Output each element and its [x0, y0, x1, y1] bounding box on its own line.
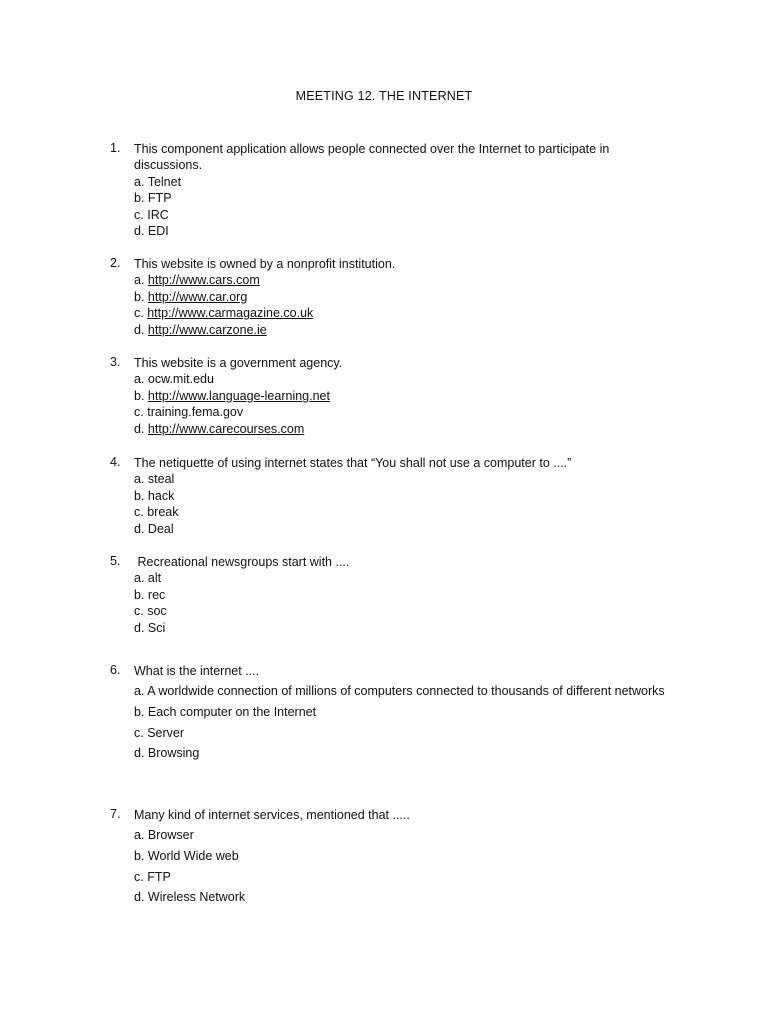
- option-d: d. Wireless Network: [134, 890, 246, 905]
- url-link[interactable]: http://www.cars.com: [147, 273, 260, 288]
- url-link[interactable]: http://www.carmagazine.co.uk: [147, 306, 314, 321]
- question-text: The netiquette of using internet states that “You shall not use a computer to ....”: [134, 456, 572, 470]
- question-1: [110, 141, 670, 239]
- option-c: c. http://www.carmagazine.co.uk: [134, 306, 314, 321]
- question-number: 7.: [110, 807, 121, 821]
- option-d: d. Deal: [134, 521, 174, 536]
- option-d: d. http://www.carecourses.com: [134, 421, 305, 436]
- option-a: a. http://www.cars.com: [134, 273, 260, 288]
- option-c: c. training.fema.gov: [134, 405, 244, 420]
- option-list: [134, 272, 670, 338]
- question-text: Recreational newsgroups start with ....: [134, 555, 350, 569]
- question-text: What is the internet ....: [134, 664, 260, 678]
- question-number: 4.: [110, 455, 121, 469]
- question-number: 6.: [110, 663, 121, 677]
- option-a: a. Browser: [134, 828, 194, 843]
- option-list: [134, 570, 670, 636]
- option-list: [134, 825, 670, 907]
- option-b: b. http://www.car.org: [134, 289, 248, 304]
- question-text: Many kind of internet services, mentioned that .....: [134, 808, 410, 822]
- option-b: b. FTP: [134, 191, 172, 206]
- option-a: a. ocw.mit.edu: [134, 372, 214, 387]
- option-c: c. FTP: [134, 869, 171, 884]
- question-text: This component application allows people connected over the Internet to participate in discussions.: [134, 142, 610, 173]
- option-c: c. Server: [134, 725, 185, 740]
- option-list: [134, 471, 670, 537]
- question-3: [110, 355, 670, 437]
- option-d: d. Browsing: [134, 746, 200, 761]
- option-b: b. World Wide web: [134, 849, 239, 863]
- option-c: c. soc: [134, 604, 167, 619]
- option-d: d. Sci: [134, 620, 166, 635]
- url-link[interactable]: http://www.car.org: [147, 289, 248, 304]
- question-text: This website is a government agency.: [134, 356, 343, 370]
- url-link[interactable]: http://www.carzone.ie: [147, 322, 267, 337]
- option-a: a. Telnet: [134, 174, 182, 189]
- option-b: b. http://www.language-learning.net: [134, 388, 330, 403]
- question-5: [110, 554, 670, 636]
- option-b: b. Each computer on the Internet: [134, 705, 317, 719]
- option-d: d. http://www.carzone.ie: [134, 322, 267, 337]
- option-list: [134, 174, 670, 240]
- question-number: 2.: [110, 256, 121, 270]
- page-title: MEETING 12. THE INTERNET: [295, 89, 473, 103]
- option-a: a. alt: [134, 571, 162, 586]
- option-list: [134, 371, 670, 437]
- question-number: 3.: [110, 355, 121, 369]
- url-link[interactable]: http://www.carecourses.com: [147, 421, 305, 436]
- option-a: a. steal: [134, 472, 175, 487]
- question-6: [110, 663, 670, 764]
- option-c: c. IRC: [134, 207, 169, 222]
- option-c: c. break: [134, 505, 179, 520]
- url-link[interactable]: http://www.language-learning.net: [147, 388, 330, 403]
- option-d: d. EDI: [134, 224, 169, 239]
- question-number: 5.: [110, 554, 121, 568]
- question-7: [110, 807, 670, 908]
- question-number: 1.: [110, 141, 121, 155]
- option-b: b. hack: [134, 488, 175, 503]
- option-a: a. A worldwide connection of millions of computers connected to thousands of different networks: [134, 684, 665, 699]
- question-4: [110, 455, 670, 537]
- option-b: b. rec: [134, 587, 166, 602]
- question-2: [110, 256, 670, 338]
- question-text: This website is owned by a nonprofit institution.: [134, 257, 396, 271]
- option-list: [134, 681, 670, 763]
